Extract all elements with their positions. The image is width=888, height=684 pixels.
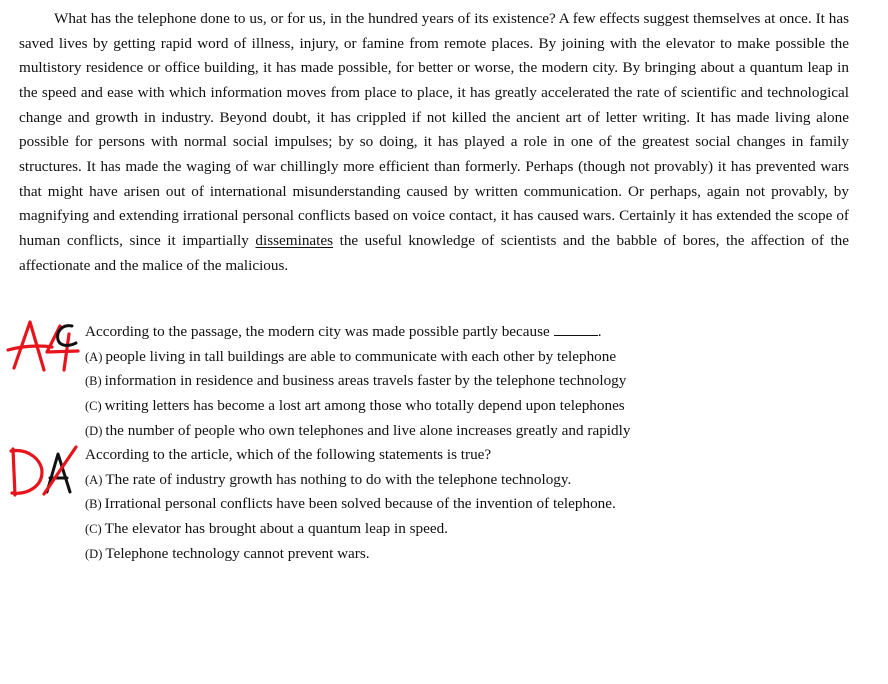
- handwritten-mark-2-red-slash: [44, 447, 76, 494]
- question-2-option-a: (A) The rate of industry growth has nothing to do with the telephone technology.: [85, 470, 572, 488]
- handwritten-answer-1-red-a: [8, 322, 52, 370]
- passage-text-before: What has the telephone done to us, or for us, in the hundred years of its existence? A few effects suggest themselves at once. It has saved lives by getting rapid word of illness, injury, or famine from remote places. By joining with the elevator to make possible the multistory residence or office building, it has made possible, for better or worse, the modern city. By bringing about a quantum leap in the speed and ease with which information moves from place to place, it has greatly accelerated the rate of scientific and technological change and growth in industry. Beyond doubt, it has crippled if not killed the ancient art of letter writing. It has made living alone possible for persons with normal social impulses; by so doing, it has played a role in one of the greatest social changes in family structures. It has made the waging of war chillingly more efficient than formerly. Perhaps (though not provably) it has prevented wars that might have arisen out of international misunderstanding caused by written communication. Or perhaps, again not provably, by magnifying and extending irrational personal conflicts based on voice contact, it has caused wars. Certainly it has extended the scope of human conflicts, since it impartially: [19, 10, 849, 249]
- passage-text-after: the useful knowledge of scientists and the babble of bores, the affection of the affectionate and the malice of the malicious.: [19, 231, 850, 274]
- reading-passage: [19, 7, 849, 278]
- handwritten-mark-1-black-c: [58, 326, 76, 346]
- question-2-option-c: (C) The elevator has brought about a quantum leap in speed.: [85, 519, 448, 537]
- underlined-word: disseminates: [255, 231, 334, 249]
- handwritten-mark-1-red-four: [47, 326, 78, 370]
- question-1-option-c: (C) writing letters has become a lost art among those who totally depend upon telephones: [85, 396, 625, 414]
- answer-blank: [554, 321, 598, 336]
- question-2: [85, 443, 875, 566]
- handwritten-mark-2-black-a: [47, 454, 70, 492]
- question-2-option-d: (D) Telephone technology cannot prevent wars.: [85, 544, 370, 562]
- question-2-option-b: (B) Irrational personal conflicts have been solved because of the invention of telephone.: [85, 495, 616, 513]
- handwritten-answer-2-red-d: [11, 449, 42, 495]
- question-1-stem: According to the passage, the modern city was made possible partly because .: [85, 323, 602, 340]
- question-1-option-a: (A) people living in tall buildings are able to communicate with each other by telephone: [85, 347, 617, 365]
- question-1-option-d: (D) the number of people who own telephones and live alone increases greatly and rapidly: [85, 421, 631, 439]
- question-1: [85, 320, 875, 443]
- question-2-stem: According to the article, which of the following statements is true?: [85, 446, 492, 463]
- question-1-option-b: (B) information in residence and business areas travels faster by the telephone technology: [85, 372, 627, 390]
